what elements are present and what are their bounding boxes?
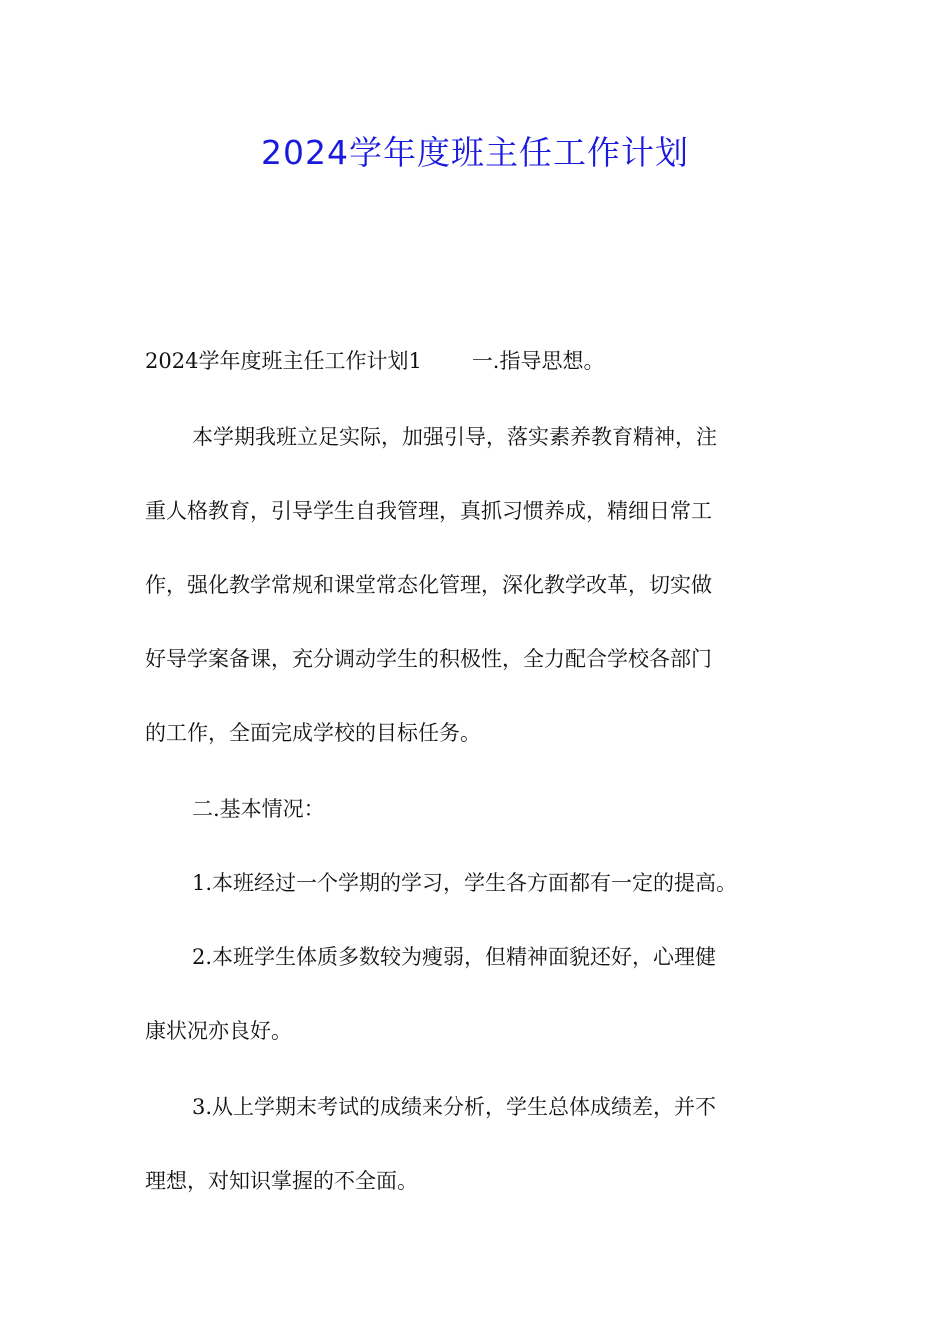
paragraph1-line: 重人格教育，引导学生自我管理，真抓习惯养成，精细日常工 [145, 499, 712, 523]
list-item-continuation: 理想，对知识掌握的不全面。 [145, 1169, 418, 1193]
section1-heading: 一.指导思想。 [471, 349, 605, 373]
paragraph1-line: 作，强化教学常规和课堂常态化管理，深化教学改革，切实做 [145, 573, 712, 597]
document-title: 2024学年度班主任工作计划 [261, 133, 689, 172]
list-item: 3.从上学期末考试的成绩来分析，学生总体成绩差，并不 [192, 1095, 717, 1119]
list-item: 1.本班经过一个学期的学习，学生各方面都有一定的提高。 [192, 871, 738, 895]
paragraph1-line: 好导学案备课，充分调动学生的积极性，全力配合学校各部门 [145, 647, 712, 671]
section2-heading: 二.基本情况： [192, 797, 325, 821]
heading-line [145, 346, 815, 376]
list-item: 2.本班学生体质多数较为瘦弱，但精神面貌还好，心理健 [192, 945, 717, 969]
list-item-continuation: 康状况亦良好。 [145, 1019, 292, 1043]
paragraph1-line: 的工作，全面完成学校的目标任务。 [145, 721, 481, 745]
paragraph1-line: 本学期我班立足实际，加强引导，落实素养教育精神，注 [192, 425, 717, 449]
plan-subtitle: 2024学年度班主任工作计划1 [145, 349, 422, 373]
